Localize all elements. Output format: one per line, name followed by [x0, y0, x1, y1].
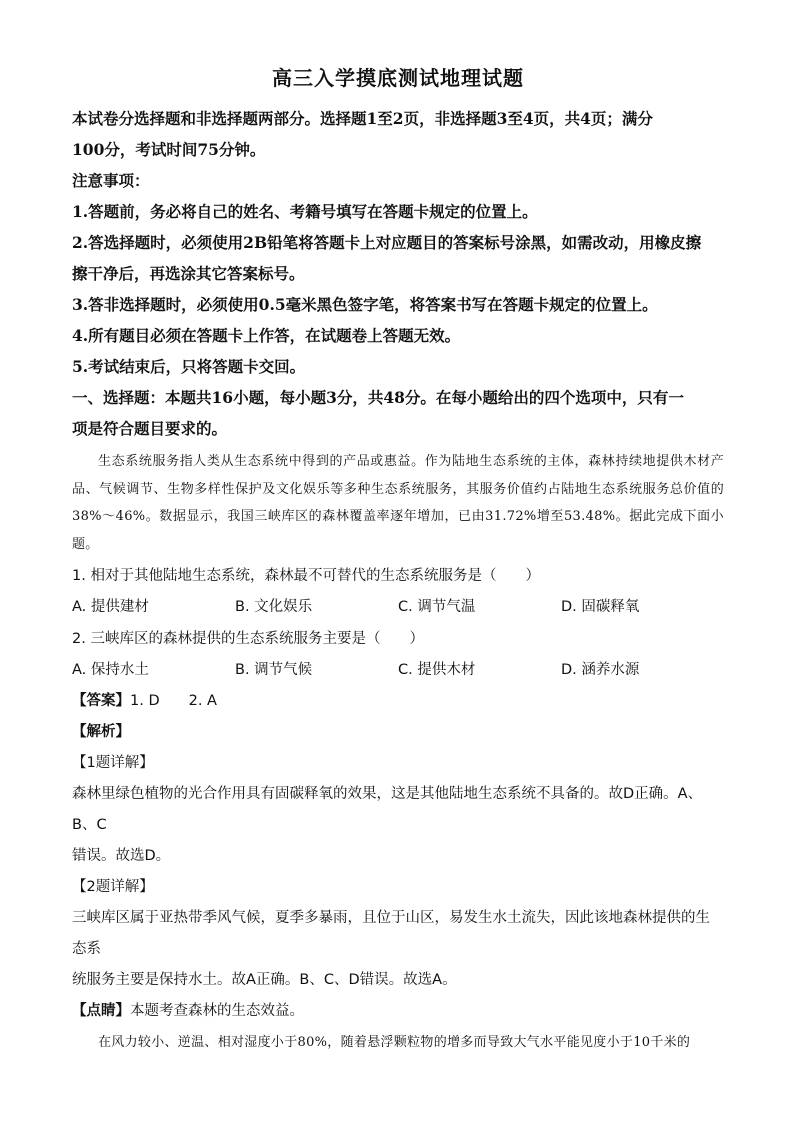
question-2-stem: 2. 三峡库区的森林提供的生态系统服务主要是（ ） [72, 631, 424, 647]
reading-passage-2: 在风力较小、逆温、相对湿度小于80%，随着悬浮颗粒物的增多而导致大气水平能见度小于10千米的 [98, 1035, 691, 1050]
analysis-line [72, 717, 724, 748]
question-2-options [72, 655, 724, 686]
section-heading-line-2: 项是符合题目要求的。 [72, 419, 228, 438]
notice-item-4: 4.所有题目必须在答题卡上作答，在试题卷上答题无效。 [72, 326, 461, 345]
detail-1-line-2: 错误。故选D。 [72, 848, 171, 864]
q2-option-d: D. 涵养水源 [561, 662, 640, 678]
notice-item-2-cont: 擦干净后，再选涂其它答案标号。 [72, 264, 305, 283]
comment-text: 本题考查森林的生态效益。 [130, 1003, 304, 1019]
q1-option-c: C. 调节气温 [398, 599, 476, 615]
question-1-stem: 1. 相对于其他陆地生态系统，森林最不可替代的生态系统服务是（ ） [72, 568, 540, 584]
detail-1-line-1: 森林里绿色植物的光合作用具有固碳释氧的效果，这是其他陆地生态系统不具备的。故D正确。A、B、C [72, 786, 703, 833]
q1-option-d: D. 固碳释氧 [561, 599, 640, 615]
reading-passage-1: 生态系统服务指人类从生态系统中得到的产品或惠益。作为陆地生态系统的主体，森林持续地提供木材产品、气候调节、生物多样性保护及文化娱乐等多种生态系统服务，其服务价值约占陆地生态系统服务总价值的38%～46%。数据显示，我国三峡库区的森林覆盖率逐年增加，已由31.72%增至53.48%。据此完成下面小题。 [72, 454, 724, 552]
notice-item-1: 1.答题前，务必将自己的姓名、考籍号填写在答题卡规定的位置上。 [72, 202, 538, 221]
q2-option-c: C. 提供木材 [398, 662, 476, 678]
intro-line-1: 本试卷分选择题和非选择题两部分。选择题1至2页，非选择题3至4页，共4页；满分 [72, 109, 653, 128]
notice-item-5: 5.考试结束后，只将答题卡交回。 [72, 357, 306, 376]
detail-1-tag: 【1题详解】 [72, 755, 154, 771]
q1-option-b: B. 文化娱乐 [235, 599, 313, 615]
intro-line-2: 100分，考试时间75分钟。 [72, 140, 266, 159]
comment-line [72, 996, 724, 1027]
q2-option-b: B. 调节气候 [235, 662, 313, 678]
notice-heading: 注意事项： [72, 171, 150, 190]
q1-option-a: A. 提供建材 [72, 599, 149, 615]
detail-2-line-1: 三峡库区属于亚热带季风气候，夏季多暴雨，且位于山区，易发生水土流失，因此该地森林提供的生态系 [72, 910, 710, 957]
comment-tag: 【点睛】 [72, 1003, 130, 1019]
q2-option-a: A. 保持水土 [72, 662, 149, 678]
answer-tag: 【答案】 [72, 693, 130, 709]
page-title: 高三入学摸底测试地理试题 [272, 66, 524, 90]
answer-line [72, 686, 724, 717]
exam-page [72, 62, 724, 1057]
detail-2-tag: 【2题详解】 [72, 879, 154, 895]
answer-text: 1. D 2. A [130, 693, 217, 709]
detail-2-line-2: 统服务主要是保持水土。故A正确。B、C、D错误。故选A。 [72, 972, 457, 988]
section-heading-line-1: 一、选择题：本题共16小题，每小题3分，共48分。在每小题给出的四个选项中，只有一 [72, 388, 684, 407]
notice-item-3: 3.答非选择题时，必须使用0.5毫米黑色签字笔，将答案书写在答题卡规定的位置上。 [72, 295, 658, 314]
question-1-options [72, 592, 724, 623]
analysis-tag: 【解析】 [72, 724, 130, 740]
notice-item-2: 2.答选择题时，必须使用2B铅笔将答题卡上对应题目的答案标号涂黑，如需改动，用橡皮擦 [72, 233, 702, 252]
